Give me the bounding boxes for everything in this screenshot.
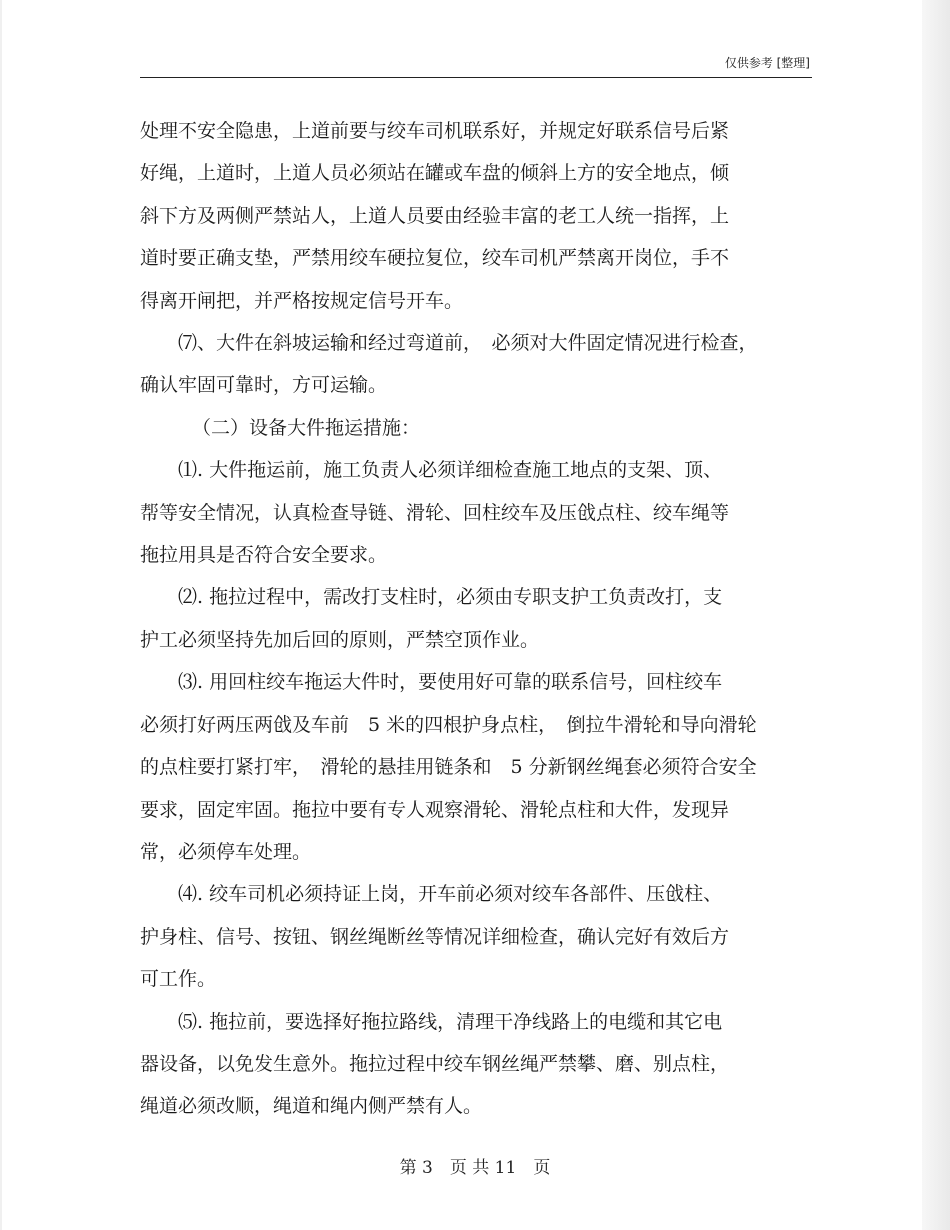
paragraph-first-line: ⑺、大件在斜坡运输和经过弯道前， 必须对大件固定情况进行检查， bbox=[178, 332, 758, 355]
header-divider bbox=[140, 77, 812, 78]
text-line: 确认牢固可靠时，方可运输。 bbox=[140, 374, 388, 397]
text-line: 要求，固定牢固。拖拉中要有专人观察滑轮、滑轮点柱和大件，发现异 bbox=[140, 798, 730, 821]
text-line: 帮等安全情况，认真检查导链、滑轮、回柱绞车及压戗点柱、绞车绳等 bbox=[140, 501, 730, 524]
paragraph-first-line: ⑵. 拖拉过程中，需改打支柱时，必须由专职支护工负责改打，支 bbox=[178, 586, 723, 609]
paragraph-first-line: ⑴. 大件拖运前，施工负责人必须详细检查施工地点的支架、顶、 bbox=[178, 459, 723, 482]
page-number-footer: 第 3 页 共 11 页 bbox=[399, 1158, 551, 1178]
text-line: 绳道必须改顺，绳道和绳内侧严禁有人。 bbox=[140, 1095, 483, 1118]
text-line: 得离开闸把，并严格按规定信号开车。 bbox=[140, 289, 464, 312]
text-line: 拖拉用具是否符合安全要求。 bbox=[140, 544, 388, 567]
text-line: 道时要正确支垫，严禁用绞车硬拉复位，绞车司机严禁离开岗位，手不 bbox=[140, 247, 730, 270]
page-left-edge bbox=[0, 0, 2, 1230]
paragraph-first-line: ⑷. 绞车司机必须持证上岗，开车前必须对绞车各部件、压戗柱、 bbox=[178, 883, 723, 906]
text-line: 的点柱要打紧打牢， 滑轮的悬挂用链条和 5 分新钢丝绳套必须符合安全 bbox=[140, 756, 757, 779]
paragraph-first-line: ⑸. 拖拉前，要选择好拖拉路线，清理干净线路上的电缆和其它电 bbox=[178, 1010, 723, 1033]
text-line: 好绳，上道时，上道人员必须站在罐或车盘的倾斜上方的安全地点，倾 bbox=[140, 162, 730, 185]
section-heading: （二）设备大件拖运措施： bbox=[192, 416, 421, 439]
paragraph-first-line: ⑶. 用回柱绞车拖运大件时，要使用好可靠的联系信号，回柱绞车 bbox=[178, 671, 723, 694]
text-line: 可工作。 bbox=[140, 968, 217, 991]
text-line: 斜下方及两侧严禁站人，上道人员要由经验丰富的老工人统一指挥，上 bbox=[140, 204, 730, 227]
text-line: 护工必须坚持先加后回的原则，严禁空顶作业。 bbox=[140, 628, 540, 651]
document-body bbox=[140, 110, 800, 1128]
text-line: 处理不安全隐患，上道前要与绞车司机联系好，并规定好联系信号后紧 bbox=[140, 120, 730, 142]
page-right-shadow bbox=[922, 0, 950, 1230]
text-line: 器设备，以免发生意外。拖拉过程中绞车钢丝绳严禁攀、磨、别点柱， bbox=[140, 1052, 730, 1075]
header-note: 仅供参考 [整理] bbox=[724, 56, 810, 70]
text-line: 护身柱、信号、按钮、钢丝绳断丝等情况详细检查，确认完好有效后方 bbox=[140, 925, 730, 948]
text-line: 常，必须停车处理。 bbox=[140, 840, 312, 863]
text-line: 必须打好两压两戗及车前 5 米的四根护身点柱， 倒拉牛滑轮和导向滑轮 bbox=[140, 713, 757, 736]
